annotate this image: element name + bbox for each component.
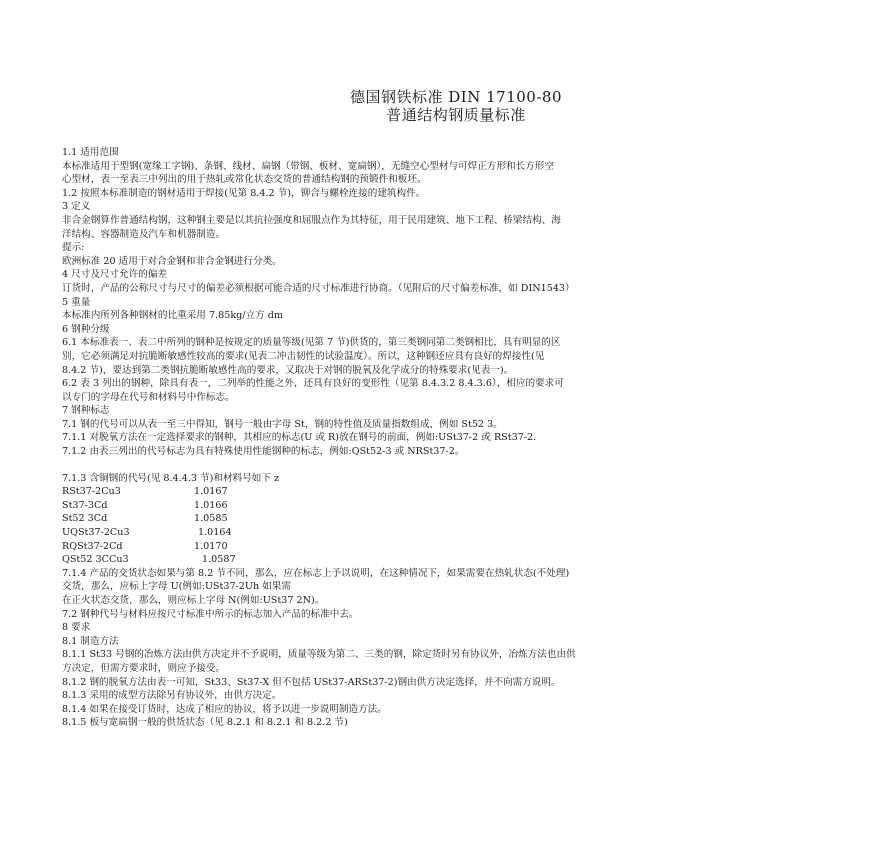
text-line: 7.1.1 对脱氧方法在一定选择要求的钢种，其相应的标志(U 或 R)放在钢号的前面，例如:USt37-2 或 RSt37-2. [62,432,537,444]
text-line: 8.4.2 节)，要达到第二类钢抗脆断敏感性高的要求，又取决于对钢的脱氧及化学成分的特殊要求(见表一)。 [62,364,514,376]
text-line: 7.1 钢的代号可以从表一至三中得知，钢号一般由字母 St，钢的特性值及质量指数组成，例如 St52 3。 [62,418,503,430]
text-line: 5 重量 [62,296,91,308]
text-line: 1.1 适用范围 [62,147,119,158]
text-line: 7 钢种标志 [62,405,110,417]
copper-code-table [62,485,822,567]
text-line: 8.1.2 钢的脱氧方法由表一可知，St33、St37-X 但不包括 USt37-ARSt37-2)钢由供方决定选择，并不向需方说明。 [62,676,561,688]
text-line: 欧洲标准 20 适用于对合金钢和非合金钢进行分类。 [62,255,282,267]
steel-code: UQSt37-2Cu3 [62,527,130,539]
steel-code: RSt37-2Cu3 [62,486,121,498]
text-line: 3 定义 [62,201,91,213]
document-body [62,146,822,730]
text-line: 7.1.4 产品的交货状态如果与第 8.2 节不同，那么，应在标志上予以说明，在这种情况下，如果需要在热轧状态(不处理) [62,567,570,579]
text-line: 以专门的字母在代号和材料号中作标志。 [62,391,235,403]
material-number: 1.0585 [194,513,228,525]
document-title: 德国钢铁标准 DIN 17100-80 [350,88,562,106]
material-number: 1.0166 [194,499,228,511]
text-line: 7.1.2 由表三列出的代号标志为具有特殊使用性能钢种的标志，例如:QSt52-3 或 NRSt37-2。 [62,446,465,458]
copper-code-row [62,540,822,554]
copper-code-row [62,485,822,499]
steel-code: QSt52 3CCu3 [62,554,129,566]
text-line: 8.1.4 如果在接受订货时，达成了相应的协议，将予以进一步说明制造方法。 [62,703,387,715]
text-line: 方决定，但需方要求时，则应予接受。 [62,662,226,674]
document-page [62,88,822,730]
text-line: 洋结构、容器制造及汽车和机器制造。 [62,228,226,240]
text-line: 6.1 本标准表一、表二中所列的钢种是按规定的质量等级(见第 7 节)供货的，第三类钢同第二类钢相比，具有明显的区 [62,337,561,349]
text-line: 8 要求 [62,622,91,634]
material-number: 1.0587 [202,554,236,566]
text-line: 心型材，表一至表三中列出的用于热轧或常化状态交货的普通结构钢的预锻件和板坯。 [62,174,427,186]
text-line: 7.1.3 含铜钢的代号(见 8.4.4.3 节)和材料号如下 z [62,472,280,484]
text-line: 非合金钢算作普通结构钢，这种钢主要是以其抗拉强度和屈服点作为其特征，用于民用建筑、地下工程、桥梁结构、海 [62,214,561,226]
copper-code-row [62,499,822,513]
material-number: 1.0164 [198,527,232,539]
document-subtitle: 普通结构钢质量标准 [386,106,526,124]
text-line: 6 钢种分级 [62,323,110,335]
text-block-a [62,146,822,459]
material-number: 1.0170 [194,540,228,552]
steel-code: RQSt37-2Cd [62,540,123,552]
steel-code: St37-3Cd [62,499,108,511]
copper-code-row [62,512,822,526]
text-line: 8.1 制造方法 [62,635,119,647]
text-block-c [62,567,822,730]
text-line: 7.2 钢种代号与材料应按尺寸标准中所示的标志加入产品的标准中去。 [62,608,359,620]
copper-code-row [62,526,822,540]
text-line: 本标准内所列各种钢材的比重采用 7.85kg/立方 dm [62,310,283,322]
text-line: 本标准适用于型钢(宽缘工字钢)、条钢、线材、扁钢（带钢、板材、宽扁钢），无缝空心型材与可焊正方形和长方形空 [62,160,554,172]
text-line: 在正火状态交货，那么，则应标上字母 N(例如:USt37 2N)。 [62,595,325,606]
copper-code-row [62,553,822,567]
steel-code: St52 3Cd [62,513,108,525]
text-line: 8.1.5 板与宽扁钢一般的供货状态（见 8.2.1 和 8.2.1 和 8.2.2 节) [62,717,348,729]
text-line: 1.2 按照本标准制造的钢材适用于焊接(见第 8.4.2 节)，铆合与螺栓连接的建筑构件。 [62,187,426,199]
text-line: 8.1.3 采用的成型方法除另有协议外，由供方决定。 [62,690,282,702]
text-line: 交货，那么，应标上字母 U(例如:USt37-2Uh 如果需 [62,581,291,593]
text-line: 提示: [62,242,85,254]
paragraph-gap [62,459,822,472]
material-number: 1.0167 [194,486,228,498]
text-line: 8.1.1 St33 号钢的冶炼方法由供方决定并不予说明，质量等级为第二、三类的钢，除定货时另有协议外，冶炼方法也由供 [62,649,576,661]
text-line: 订货时，产品的公称尺寸与尺寸的偏差必须根据可能合适的尺寸标准进行协商。（见附后的尺寸偏差标准，如 DIN1543） [62,282,575,294]
text-line: 4 尺寸及尺寸允许的偏差 [62,269,168,281]
text-line: 别，它必须满足对抗脆断敏感性较高的要求(见表二冲击韧性的试验温度）。所以，这种钢还应具有良好的焊接性(见 [62,350,545,362]
text-line: 6.2 表 3 列出的钢种，除具有表一，二列举的性能之外，还具有良好的变形性（见第 8.4.3.2 8.4.3.6），相应的要求可 [62,378,564,390]
title-block [90,88,822,124]
